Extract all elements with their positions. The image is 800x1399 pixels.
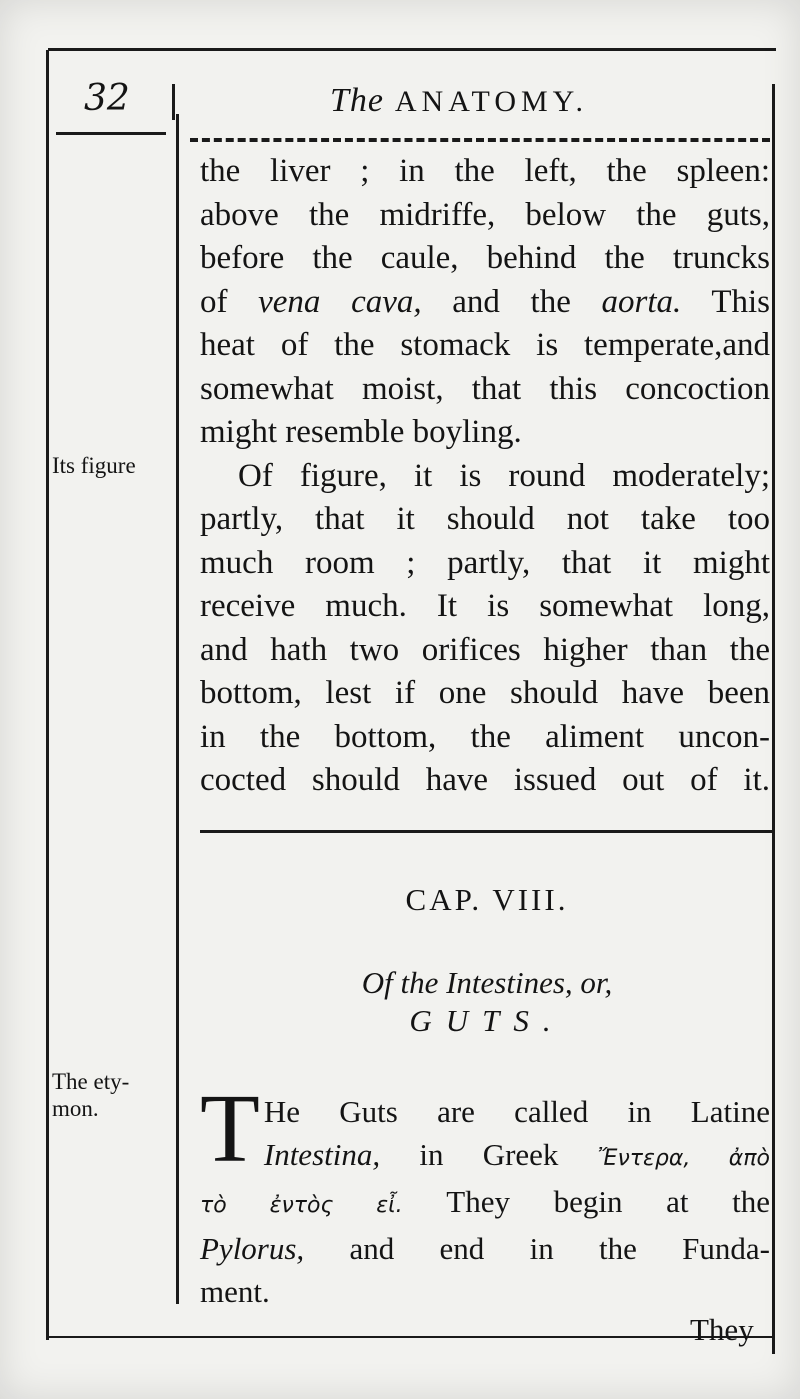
right-frame-rule (772, 84, 775, 1354)
chapter-fragment: and end in the Funda- (349, 1231, 770, 1266)
margin-note-text: mon. (52, 1096, 99, 1121)
left-frame-rule (46, 50, 49, 1340)
body-line: the liver ; in the left, the spleen: (200, 153, 770, 189)
body-line: might resemble boyling. (200, 414, 522, 450)
body-line: in the bottom, the aliment uncon- (200, 718, 770, 755)
margin-note-text: Its figure (52, 453, 136, 478)
chapter-title-line: Of the Intestines, or, (361, 965, 613, 1000)
chapter-line: He Guts are called in Latine (263, 1094, 770, 1129)
greek-term: τὸ ἐντὸς εἶ. (200, 1193, 403, 1218)
body-line: somewhat moist, that this concoction (200, 370, 770, 407)
body-line: heat of the stomack is temperate,and (200, 327, 770, 363)
body-line: receive much. It is somewhat long, (200, 588, 770, 624)
body-fragment: of (200, 283, 228, 320)
greek-term: Ἔντερα, ἀπὸ (597, 1146, 771, 1171)
chapter-title (200, 964, 774, 1040)
bottom-frame-rule (46, 1336, 774, 1338)
header-divider (172, 84, 175, 120)
body-line-vena-cava (200, 281, 770, 325)
drop-cap: T (200, 1075, 260, 1183)
page-number: 32 (84, 78, 130, 119)
top-frame-rule (48, 48, 776, 51)
body-line: above the midriffe, below the guts, (200, 196, 770, 233)
header-rule-left (56, 132, 166, 135)
term-aorta: aorta. (601, 283, 682, 320)
chapter-title-guts: GUTS. (409, 1003, 565, 1038)
body-fragment: and the (452, 283, 571, 320)
margin-note-etymon (52, 1068, 176, 1122)
body-line: cocted should have issued out of it. (200, 762, 770, 798)
chapter-fragment: They begin at the (446, 1184, 771, 1219)
chapter-number: CAP. VIII. (405, 882, 569, 917)
chapter-line (200, 1133, 770, 1180)
term-intestina: Intestina, (263, 1137, 381, 1172)
section-rule (200, 830, 774, 833)
body-text (200, 150, 770, 803)
term-vena-cava: vena cava, (258, 283, 422, 320)
running-head-title: ANATOMY. (394, 85, 588, 118)
chapter-text (200, 1075, 771, 1313)
chapter-line (200, 1180, 770, 1227)
body-line: Of figure, it is round moderately; (238, 457, 770, 494)
body-line: partly, that it should not take too (200, 501, 770, 537)
running-head (330, 82, 750, 120)
margin-note-figure (52, 452, 176, 479)
body-line: much room ; partly, that it might (200, 544, 770, 581)
body-line: before the caule, behind the truncks (200, 240, 770, 276)
chapter-line (200, 1227, 770, 1270)
margin-note-text: The ety- (52, 1069, 130, 1094)
header-rule-right (190, 138, 770, 142)
body-line: and hath two orifices higher than the (200, 631, 770, 668)
catchword: They (690, 1312, 754, 1347)
running-head-the: The (330, 82, 384, 119)
chapter-fragment: in Greek (419, 1137, 559, 1172)
term-pylorus: Pylorus, (200, 1231, 305, 1266)
body-fragment: This (711, 283, 770, 320)
margin-column-rule (176, 114, 179, 1304)
body-line: bottom, lest if one should have been (200, 675, 770, 711)
chapter-line: ment. (200, 1274, 270, 1309)
